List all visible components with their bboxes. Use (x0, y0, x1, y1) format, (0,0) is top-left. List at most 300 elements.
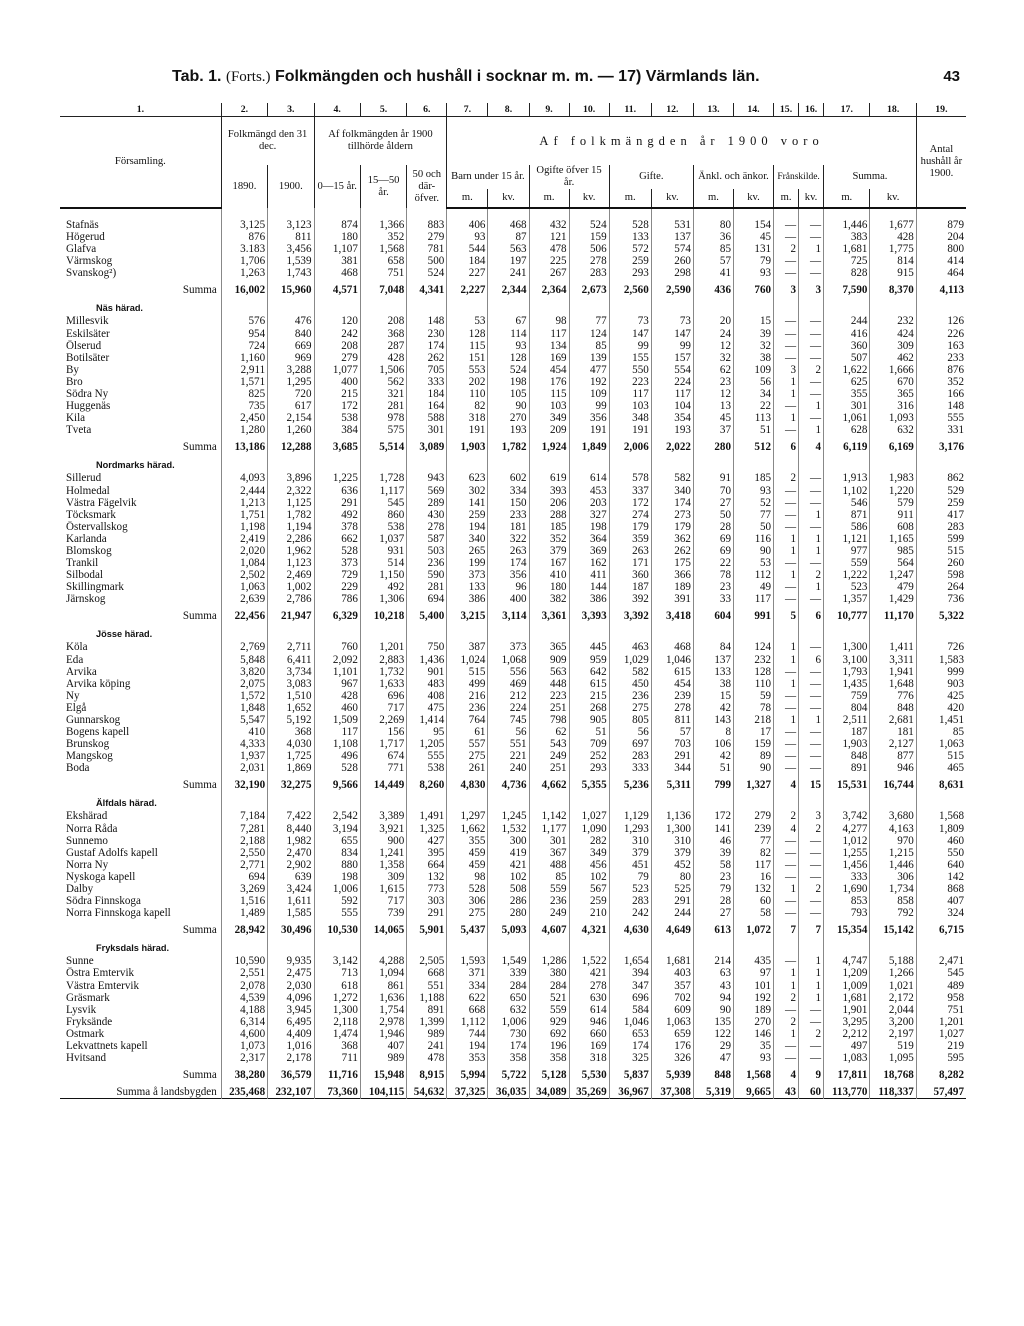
value-cell: 2 (774, 243, 799, 255)
value-cell: 249 (529, 750, 569, 762)
value-cell: — (774, 497, 799, 509)
value-cell: 546 (824, 497, 870, 509)
value-cell: 198 (569, 521, 609, 533)
value-cell: 834 (314, 847, 360, 859)
value-cell: 1,177 (529, 823, 569, 835)
value-cell: 301 (824, 400, 870, 412)
parish-name (60, 267, 221, 279)
value-cell: — (774, 738, 799, 750)
value-cell: 3,742 (824, 810, 870, 822)
table-row (60, 1016, 966, 1028)
value-cell: 5,514 (360, 436, 406, 458)
table-row (60, 581, 966, 593)
value-cell: 7 (774, 919, 799, 941)
value-cell: 39 (693, 847, 733, 859)
value-cell: 333 (609, 762, 651, 774)
value-cell: 174 (488, 1040, 529, 1052)
empty-cell (529, 627, 569, 641)
value-cell: 37,308 (651, 1086, 693, 1099)
value-cell: 265 (447, 545, 488, 557)
value-cell: 1,366 (360, 219, 406, 231)
value-cell: 117 (529, 328, 569, 340)
value-cell: 492 (360, 581, 406, 593)
value-cell: 3,114 (488, 605, 529, 627)
empty-cell (221, 458, 267, 472)
parish-name (60, 569, 221, 581)
page-title (172, 68, 760, 86)
parish-label: Holmedal (66, 484, 110, 497)
value-cell: 587 (407, 533, 447, 545)
value-cell: 352 (529, 533, 569, 545)
value-cell: 278 (569, 980, 609, 992)
alder-header: Af folkmängden år 1900 tillhörde åldern (314, 117, 447, 166)
parish-label: Lysvik (66, 1003, 97, 1016)
value-cell: 1,446 (824, 219, 870, 231)
value-cell: 617 (268, 400, 314, 412)
value-cell: 9,566 (314, 774, 360, 796)
ogifte-header: Ogifte öfver 15 år. (529, 165, 609, 189)
empty-cell (569, 458, 609, 472)
value-cell: 479 (870, 581, 916, 593)
value-cell: 189 (651, 581, 693, 593)
value-cell: 337 (609, 485, 651, 497)
value-cell: 2,212 (824, 1028, 870, 1040)
parish-label: Västra Fägelvik (66, 496, 137, 509)
value-cell: 191 (447, 424, 488, 436)
value-cell: 60 (733, 895, 773, 907)
value-cell: — (799, 726, 824, 738)
value-cell: 2 (799, 569, 824, 581)
value-cell: 339 (488, 967, 529, 979)
value-cell: 3,361 (529, 605, 569, 627)
value-cell: 2,902 (268, 859, 314, 871)
value-cell: 5,437 (447, 919, 488, 941)
value-cell: 242 (609, 907, 651, 919)
empty-cell (916, 301, 966, 315)
value-cell: 187 (824, 726, 870, 738)
value-cell: 89 (733, 750, 773, 762)
value-cell: 303 (407, 895, 447, 907)
value-cell: 135 (693, 1016, 733, 1028)
value-cell: 348 (609, 412, 651, 424)
value-cell: 16,744 (870, 774, 916, 796)
value-cell: 978 (360, 412, 406, 424)
value-cell: 113,770 (824, 1086, 870, 1099)
value-cell: 27 (693, 497, 733, 509)
value-cell: 5,319 (693, 1086, 733, 1099)
value-cell: 586 (824, 521, 870, 533)
table-row (60, 714, 966, 726)
value-cell: 280 (488, 907, 529, 919)
parish-name (60, 726, 221, 738)
value-cell: 598 (916, 569, 966, 581)
value-cell: 93 (733, 1052, 773, 1064)
value-cell: 322 (488, 533, 529, 545)
value-cell: 514 (360, 557, 406, 569)
value-cell: 2,673 (569, 279, 609, 301)
value-cell: — (774, 509, 799, 521)
value-cell: 1,209 (824, 967, 870, 979)
value-cell: 326 (651, 1052, 693, 1064)
value-cell: 50 (733, 521, 773, 533)
value-cell: 36 (693, 231, 733, 243)
value-cell: 604 (693, 605, 733, 627)
value-cell: 1,006 (488, 1016, 529, 1028)
value-cell: 310 (651, 835, 693, 847)
value-cell: 287 (360, 340, 406, 352)
value-cell: 43 (774, 1086, 799, 1099)
value-cell: 69 (693, 545, 733, 557)
table-row (60, 472, 966, 484)
value-cell: — (774, 895, 799, 907)
value-cell: 3,945 (268, 1004, 314, 1016)
year-1900-header: 1900. (268, 165, 314, 208)
value-cell: 2,681 (870, 714, 916, 726)
value-cell: 4,600 (221, 1028, 267, 1040)
parish-name (60, 328, 221, 340)
value-cell: 373 (447, 569, 488, 581)
value-cell: 531 (651, 219, 693, 231)
value-cell: 102 (569, 871, 609, 883)
value-cell: 364 (569, 533, 609, 545)
value-cell: 268 (569, 702, 609, 714)
value-cell: 32,275 (268, 774, 314, 796)
parish-label: Blomskog (66, 544, 112, 557)
value-cell: 4,341 (407, 279, 447, 301)
value-cell: 4,030 (268, 738, 314, 750)
parish-label: Södra Ny (66, 388, 109, 401)
value-cell: 432 (529, 219, 569, 231)
value-cell: 2,469 (268, 569, 314, 581)
value-cell: 903 (916, 678, 966, 690)
value-cell: 1,325 (407, 823, 447, 835)
table-row (60, 231, 966, 243)
parish-label: Töcksmark (66, 508, 116, 521)
empty-cell (733, 796, 773, 810)
value-cell: 29 (693, 1040, 733, 1052)
value-cell: 327 (569, 509, 609, 521)
value-cell: 137 (651, 231, 693, 243)
value-cell: 22,456 (221, 605, 267, 627)
parish-name (60, 859, 221, 871)
parish-label: Köla (66, 641, 88, 654)
value-cell: 659 (651, 1028, 693, 1040)
value-cell: 861 (360, 980, 406, 992)
col-number: 10. (569, 103, 609, 117)
value-cell: 1,188 (407, 992, 447, 1004)
value-cell: — (799, 1016, 824, 1028)
value-cell: 2,560 (609, 279, 651, 301)
parish-name (60, 424, 221, 436)
value-cell: 289 (407, 497, 447, 509)
value-cell: 179 (651, 521, 693, 533)
parish-label: Arvika köping (66, 677, 131, 690)
value-cell: 1,260 (268, 424, 314, 436)
value-cell: 82 (447, 400, 488, 412)
table-row (60, 267, 966, 279)
value-cell: 5,530 (569, 1064, 609, 1086)
value-cell: 298 (651, 267, 693, 279)
parish-name (60, 388, 221, 400)
value-cell: 608 (870, 521, 916, 533)
value-cell: 53 (447, 315, 488, 327)
empty-cell (870, 627, 916, 641)
table-row (60, 762, 966, 774)
value-cell: 1,654 (609, 955, 651, 967)
value-cell: 853 (824, 895, 870, 907)
value-cell: 90 (488, 400, 529, 412)
empty-cell (268, 627, 314, 641)
value-cell: 1,123 (268, 557, 314, 569)
value-cell: 2,590 (651, 279, 693, 301)
value-cell: 1,690 (824, 883, 870, 895)
parish-label: Norra Råda (66, 822, 118, 835)
value-cell: 4,830 (447, 774, 488, 796)
value-cell: 729 (314, 569, 360, 581)
value-cell: 451 (609, 859, 651, 871)
value-cell: 463 (609, 641, 651, 653)
value-cell: 216 (447, 690, 488, 702)
value-cell: 9,665 (733, 1086, 773, 1099)
value-cell: 349 (529, 412, 569, 424)
value-cell: 2,711 (268, 641, 314, 653)
parish-label: Ekshärad (66, 810, 108, 823)
value-cell: 12 (693, 388, 733, 400)
parish-name (60, 810, 221, 822)
value-cell: 174 (609, 1040, 651, 1052)
value-cell: 51 (733, 424, 773, 436)
value-cell: 538 (360, 521, 406, 533)
value-cell: 2,154 (268, 412, 314, 424)
value-cell: 1,213 (221, 497, 267, 509)
value-cell: 5,236 (609, 774, 651, 796)
value-cell: 3,215 (447, 605, 488, 627)
value-cell: 563 (529, 666, 569, 678)
value-cell: 4 (799, 436, 824, 458)
empty-cell (407, 941, 447, 955)
parish-name (60, 750, 221, 762)
value-cell: 117 (733, 859, 773, 871)
parish-label: Brunskog (66, 738, 110, 751)
summa-row (60, 279, 966, 301)
value-cell: 528 (609, 219, 651, 231)
empty-cell (824, 627, 870, 641)
value-cell: 1,611 (268, 895, 314, 907)
value-cell: 909 (529, 654, 569, 666)
value-cell: 2,172 (870, 992, 916, 1004)
value-cell: 1 (799, 980, 824, 992)
value-cell: 427 (407, 835, 447, 847)
value-cell: — (799, 702, 824, 714)
value-cell: 555 (916, 412, 966, 424)
parish-name (60, 690, 221, 702)
value-cell: 776 (870, 690, 916, 702)
value-cell: 8,370 (870, 279, 916, 301)
value-cell: 1,093 (870, 412, 916, 424)
value-cell: — (774, 255, 799, 267)
value-cell: 1,725 (268, 750, 314, 762)
value-cell: 1,300 (314, 1004, 360, 1016)
value-cell: 4,649 (651, 919, 693, 941)
value-cell: 4 (774, 823, 799, 835)
empty-cell (529, 796, 569, 810)
value-cell: 28,942 (221, 919, 267, 941)
value-cell: 660 (569, 1028, 609, 1040)
value-cell: 283 (569, 267, 609, 279)
value-cell: 1,297 (447, 810, 488, 822)
value-cell: 1,489 (221, 907, 267, 919)
value-cell: 771 (360, 762, 406, 774)
value-cell: 3,418 (651, 605, 693, 627)
value-cell: 1 (774, 1028, 799, 1040)
empty-cell (693, 796, 733, 810)
value-cell: 2,450 (221, 412, 267, 424)
value-cell: 301 (529, 835, 569, 847)
value-cell: 219 (916, 1040, 966, 1052)
value-cell: 291 (314, 497, 360, 509)
value-cell: 37 (693, 424, 733, 436)
value-cell: 702 (651, 992, 693, 1004)
parish-label: Arvika (66, 665, 97, 678)
harad-heading-row (60, 941, 966, 955)
value-cell: 1,429 (870, 593, 916, 605)
value-cell: 143 (693, 714, 733, 726)
empty-cell (824, 301, 870, 315)
table-row (60, 1028, 966, 1040)
value-cell: — (774, 521, 799, 533)
value-cell: 528 (314, 545, 360, 557)
value-cell: 77 (733, 509, 773, 521)
value-cell: 17 (733, 726, 773, 738)
value-cell: 189 (733, 1004, 773, 1016)
value-cell: 4,662 (529, 774, 569, 796)
value-cell: 185 (529, 521, 569, 533)
value-cell: 1,549 (488, 955, 529, 967)
value-cell: 309 (360, 871, 406, 883)
value-cell: 1,436 (407, 654, 447, 666)
parish-name: Summa (182, 610, 217, 623)
value-cell: 203 (569, 497, 609, 509)
value-cell: 381 (314, 255, 360, 267)
parish-label: Huggenäs (66, 400, 111, 413)
parish-name (60, 340, 221, 352)
value-cell: 310 (609, 835, 651, 847)
empty-cell (529, 301, 569, 315)
value-cell: 523 (824, 581, 870, 593)
value-cell: 582 (609, 666, 651, 678)
value-cell: 174 (407, 340, 447, 352)
value-cell: — (774, 485, 799, 497)
value-cell: 198 (314, 871, 360, 883)
value-cell: 259 (609, 255, 651, 267)
value-cell: 744 (447, 1028, 488, 1040)
value-cell: 1,539 (268, 255, 314, 267)
value-cell: 1,782 (488, 436, 529, 458)
value-cell: 550 (609, 364, 651, 376)
value-cell: 192 (733, 992, 773, 1004)
value-cell: 544 (447, 243, 488, 255)
value-cell: 169 (569, 1040, 609, 1052)
value-cell: 1,222 (824, 569, 870, 581)
spacer-cell (360, 208, 406, 219)
value-cell: 110 (733, 678, 773, 690)
col-number: 12. (651, 103, 693, 117)
empty-cell (733, 941, 773, 955)
value-cell: 760 (314, 641, 360, 653)
value-cell: 378 (314, 521, 360, 533)
value-cell: 705 (407, 364, 447, 376)
empty-cell (733, 301, 773, 315)
empty-cell (221, 796, 267, 810)
value-cell: 3 (799, 279, 824, 301)
value-cell: 668 (407, 967, 447, 979)
harad-heading-row (60, 458, 966, 472)
value-cell: 1,677 (870, 219, 916, 231)
col-number: 19. (916, 103, 966, 117)
value-cell: 6,119 (824, 436, 870, 458)
value-cell: 275 (447, 750, 488, 762)
value-cell: 1 (799, 581, 824, 593)
value-cell: 1,286 (529, 955, 569, 967)
harad-heading: Nordmarks härad. (96, 460, 175, 471)
parish-label: Elgå (66, 701, 87, 714)
value-cell: 121 (529, 231, 569, 243)
value-cell: 11,716 (314, 1064, 360, 1086)
value-cell: 2,188 (221, 835, 267, 847)
value-cell: 538 (407, 762, 447, 774)
empty-cell (870, 458, 916, 472)
empty-cell (314, 941, 360, 955)
value-cell: 1,150 (360, 569, 406, 581)
value-cell: 1,728 (360, 472, 406, 484)
parish-name (60, 497, 221, 509)
value-cell: — (799, 835, 824, 847)
parish-label: Nyskoga kapell (66, 870, 136, 883)
value-cell: 4,747 (824, 955, 870, 967)
table-row (60, 352, 966, 364)
value-cell: 1,510 (268, 690, 314, 702)
value-cell: 176 (529, 376, 569, 388)
value-cell: 2,178 (268, 1052, 314, 1064)
value-cell: 559 (529, 1004, 569, 1016)
female-header: kv. (870, 189, 916, 208)
value-cell: — (799, 255, 824, 267)
col-number: 16. (799, 103, 824, 117)
value-cell: 2,127 (870, 738, 916, 750)
year-1890-header: 1890. (221, 165, 267, 208)
parish-name (60, 871, 221, 883)
parish-label: Stafnäs (66, 219, 99, 231)
value-cell: 141 (693, 823, 733, 835)
value-cell: 36,967 (609, 1086, 651, 1099)
value-cell: 713 (314, 967, 360, 979)
value-cell: — (774, 1052, 799, 1064)
value-cell: 1,793 (824, 666, 870, 678)
value-cell: 946 (569, 1016, 609, 1028)
value-cell: 259 (447, 509, 488, 521)
parish-name (60, 412, 221, 424)
value-cell: — (799, 847, 824, 859)
empty-cell (916, 796, 966, 810)
value-cell: 226 (916, 328, 966, 340)
col-number: 2. (221, 103, 267, 117)
value-cell: 3,269 (221, 883, 267, 895)
value-cell: 668 (447, 1004, 488, 1016)
value-cell: 459 (447, 859, 488, 871)
value-cell: 632 (870, 424, 916, 436)
value-cell: 2,269 (360, 714, 406, 726)
value-cell: 1,068 (488, 654, 529, 666)
